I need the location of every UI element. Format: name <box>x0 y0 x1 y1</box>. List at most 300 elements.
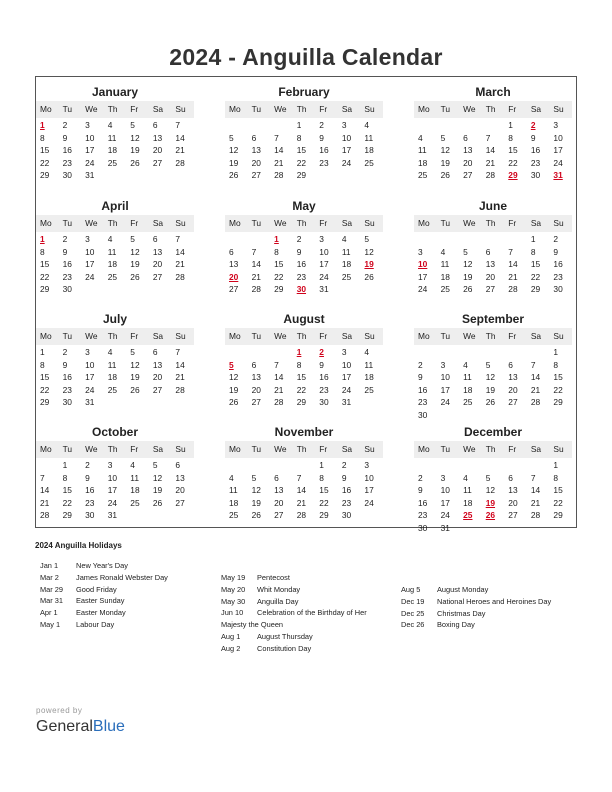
day-cell: 5 <box>130 120 135 130</box>
day-cell: 29 <box>40 170 50 180</box>
holidays-title: 2024 Anguilla Holidays <box>35 541 122 550</box>
day-cell: 24 <box>418 284 428 294</box>
day-cell: 4 <box>440 246 446 257</box>
day-cell: 21 <box>274 384 284 395</box>
holiday-date: May 1 <box>40 619 61 629</box>
day-cell: 12 <box>229 372 239 382</box>
weekday-label: Fr <box>319 444 328 454</box>
holiday-date: Jun 10 <box>221 608 244 618</box>
day-cell: 13 <box>229 259 239 269</box>
day-cell: 27 <box>274 510 284 520</box>
day-cell: 19 <box>440 157 450 168</box>
day-cell: 27 <box>229 284 239 294</box>
weekday-label: Th <box>296 444 307 454</box>
day-cell: 11 <box>107 359 117 370</box>
weekday-header <box>225 101 383 118</box>
day-cell: 22 <box>274 271 284 282</box>
weekday-label: Th <box>485 218 496 228</box>
day-cell: 8 <box>62 472 68 483</box>
month-december <box>414 423 572 534</box>
weekday-label: Mo <box>229 444 241 454</box>
empty-cell <box>504 346 527 359</box>
day-cell: 10 <box>319 246 329 257</box>
weekday-label: We <box>463 444 476 454</box>
day-cell: 31 <box>319 284 329 294</box>
weekday-label: Mo <box>418 218 430 228</box>
empty-cell <box>248 459 271 472</box>
empty-cell <box>459 119 482 132</box>
day-cell: 24 <box>341 157 352 168</box>
holiday-item <box>221 596 391 608</box>
day-cell: 8 <box>319 472 324 483</box>
weekday-label: Su <box>553 444 564 454</box>
day-cell: 14 <box>296 485 307 495</box>
day-cell: 13 <box>251 145 261 155</box>
weekday-label: Mo <box>40 331 52 341</box>
day-cell: 13 <box>251 372 261 382</box>
day-cell: 16 <box>553 259 563 269</box>
day-cell: 28 <box>175 384 185 395</box>
day-cell: 5 <box>130 347 135 357</box>
weekday-label: Th <box>107 331 118 341</box>
day-cell: 27 <box>152 384 163 395</box>
day-cell: 1 <box>508 120 513 130</box>
weekday-label: Su <box>175 444 186 454</box>
month-april <box>36 197 194 296</box>
day-cell: 21 <box>530 384 541 395</box>
weekday-label: Fr <box>130 444 139 454</box>
day-cell: 20 <box>463 157 473 168</box>
weekday-label: Sa <box>341 444 353 454</box>
holiday-date: May 20 <box>221 584 246 594</box>
day-cell: 26 <box>130 271 140 282</box>
day-cell: 5 <box>485 472 491 483</box>
weekday-label: Mo <box>418 331 430 341</box>
day-cell: 25 <box>130 497 140 508</box>
day-cell: 9 <box>553 246 559 257</box>
month-name: April <box>101 199 129 213</box>
holiday-name: James Ronald Webster Day <box>76 572 168 582</box>
day-cell: 13 <box>152 132 163 143</box>
weekday-header <box>36 101 194 118</box>
day-cell: 23 <box>418 397 428 407</box>
day-cell: 29 <box>508 170 518 180</box>
day-cell: 14 <box>508 259 518 269</box>
holiday-name: Christmas Day <box>437 608 486 618</box>
day-cell: 11 <box>463 485 472 495</box>
weekday-label: Su <box>364 444 375 454</box>
empty-cell <box>504 459 527 472</box>
day-cell: 10 <box>85 359 95 370</box>
day-cell: 5 <box>364 234 370 244</box>
empty-cell <box>437 119 460 132</box>
holiday-date: Dec 19 <box>401 596 425 606</box>
day-cell: 25 <box>107 384 118 395</box>
day-cell: 28 <box>175 157 185 168</box>
day-cell: 16 <box>319 372 329 382</box>
weekday-label: We <box>85 444 98 454</box>
weekday-label: Sa <box>152 218 164 228</box>
weekday-label: Su <box>175 104 186 114</box>
weekday-label: Fr <box>130 104 139 114</box>
day-cell: 19 <box>485 497 496 508</box>
day-cell: 3 <box>418 246 423 257</box>
day-cell: 17 <box>341 145 352 155</box>
day-cell: 20 <box>175 485 185 495</box>
empty-cell <box>459 459 482 472</box>
day-cell: 4 <box>229 472 234 483</box>
day-cell: 9 <box>85 472 90 483</box>
day-cell: 11 <box>341 246 351 257</box>
empty-cell <box>270 119 293 132</box>
day-cell: 1 <box>296 347 302 357</box>
weekday-label: Tu <box>251 444 262 454</box>
weekday-label: We <box>463 331 476 341</box>
weekday-label: Fr <box>319 331 328 341</box>
day-cell: 4 <box>463 472 468 483</box>
weekday-label: Su <box>175 331 186 341</box>
holiday-name: Celebration of the Birthday of Her <box>257 608 367 618</box>
day-cell: 4 <box>364 120 370 130</box>
empty-cell <box>36 459 59 472</box>
day-cell: 21 <box>175 145 185 155</box>
empty-cell <box>270 459 293 472</box>
holiday-item <box>401 596 576 608</box>
month-february <box>225 83 383 182</box>
month-october <box>36 423 194 522</box>
empty-cell <box>437 346 460 359</box>
day-cell: 13 <box>152 246 163 257</box>
day-cell: 19 <box>130 145 140 155</box>
empty-cell <box>225 459 248 472</box>
day-cell: 14 <box>274 372 284 382</box>
empty-cell <box>482 119 505 132</box>
day-cell: 12 <box>229 145 239 155</box>
day-cell: 19 <box>463 271 473 282</box>
weekday-label: Th <box>485 104 496 114</box>
weekday-label: Fr <box>130 218 139 228</box>
day-cell: 17 <box>440 384 450 395</box>
empty-cell <box>482 346 505 359</box>
day-cell: 17 <box>553 145 563 155</box>
day-cell: 20 <box>152 259 163 269</box>
weekday-label: Th <box>107 444 118 454</box>
day-grid <box>36 458 194 522</box>
day-cell: 24 <box>440 397 450 407</box>
day-grid <box>36 232 194 296</box>
weekday-label: Sa <box>530 331 542 341</box>
day-cell: 1 <box>40 347 45 357</box>
weekday-label: Fr <box>319 218 328 228</box>
day-cell: 8 <box>40 246 45 257</box>
weekday-label: We <box>463 218 476 228</box>
day-cell: 3 <box>364 460 370 470</box>
day-cell: 28 <box>251 284 261 294</box>
empty-cell <box>504 233 527 246</box>
day-cell: 18 <box>107 372 118 382</box>
day-cell: 7 <box>508 246 513 257</box>
day-cell: 28 <box>530 510 541 520</box>
day-cell: 16 <box>62 372 72 382</box>
holiday-date: Aug 1 <box>221 631 241 641</box>
weekday-label: Mo <box>418 104 430 114</box>
month-name: August <box>283 312 325 326</box>
day-cell: 1 <box>530 234 536 244</box>
weekday-label: Fr <box>508 104 517 114</box>
day-cell: 9 <box>319 132 324 143</box>
day-cell: 22 <box>296 384 307 395</box>
day-cell: 11 <box>364 132 374 143</box>
day-cell: 19 <box>364 259 374 269</box>
day-cell: 15 <box>40 372 50 382</box>
holiday-name: Constitution Day <box>257 643 312 653</box>
weekday-label: Tu <box>440 104 451 114</box>
day-cell: 29 <box>274 284 284 294</box>
day-cell: 27 <box>508 510 518 520</box>
day-cell: 12 <box>152 472 163 483</box>
holiday-date: Mar 31 <box>40 596 64 606</box>
weekday-label: We <box>274 444 287 454</box>
holiday-item <box>221 572 391 584</box>
day-cell: 5 <box>251 472 257 483</box>
month-may <box>225 197 383 296</box>
day-grid <box>36 345 194 409</box>
day-cell: 8 <box>553 359 559 370</box>
weekday-label: We <box>274 104 287 114</box>
day-cell: 9 <box>62 132 68 143</box>
holiday-item <box>40 572 210 584</box>
day-cell: 17 <box>85 145 95 155</box>
day-cell: 6 <box>152 234 158 244</box>
day-cell: 22 <box>296 157 307 168</box>
day-cell: 16 <box>62 259 72 269</box>
holiday-date: May 19 <box>221 573 246 582</box>
weekday-header <box>36 328 194 345</box>
holiday-date: May 30 <box>221 596 246 606</box>
empty-cell <box>414 233 437 246</box>
day-cell: 23 <box>341 497 352 508</box>
day-cell: 25 <box>463 397 473 407</box>
weekday-label: Su <box>364 104 375 114</box>
day-cell: 14 <box>485 145 496 155</box>
day-cell: 2 <box>319 120 324 130</box>
holiday-date: Jan 1 <box>40 561 59 570</box>
day-cell: 14 <box>251 259 261 269</box>
month-name: May <box>292 199 316 213</box>
day-cell: 28 <box>530 397 541 407</box>
day-cell: 15 <box>296 372 307 382</box>
day-grid <box>414 118 572 182</box>
weekday-label: We <box>463 104 476 114</box>
day-cell: 6 <box>274 472 279 483</box>
day-cell: 8 <box>508 132 513 143</box>
day-cell: 14 <box>175 359 185 370</box>
day-cell: 28 <box>40 510 50 520</box>
day-cell: 9 <box>319 359 324 370</box>
day-cell: 10 <box>440 372 450 382</box>
day-cell: 19 <box>130 259 140 269</box>
holiday-name: Anguilla Day <box>257 596 299 606</box>
weekday-label: Mo <box>418 444 430 454</box>
day-cell: 30 <box>319 397 329 407</box>
empty-cell <box>482 233 505 246</box>
weekday-label: Mo <box>40 104 52 114</box>
day-cell: 28 <box>508 284 518 294</box>
day-cell: 18 <box>341 259 352 269</box>
holiday-date: Aug 2 <box>221 643 241 653</box>
day-cell: 21 <box>274 157 284 168</box>
day-cell: 12 <box>485 372 496 382</box>
day-cell: 27 <box>508 397 518 407</box>
day-cell: 6 <box>175 460 181 470</box>
holiday-name-continued: Majesty the Queen <box>221 620 284 630</box>
holiday-name: Easter Monday <box>76 608 126 618</box>
empty-cell <box>437 459 460 472</box>
day-cell: 25 <box>418 170 428 180</box>
day-cell: 31 <box>341 397 352 407</box>
day-grid <box>225 232 383 296</box>
holiday-name: National Heroes and Heroines Day <box>437 596 552 606</box>
day-cell: 5 <box>485 359 491 370</box>
day-cell: 5 <box>229 359 234 370</box>
holiday-name: Pentecost <box>257 573 290 582</box>
day-cell: 1 <box>40 234 45 244</box>
day-cell: 28 <box>274 170 284 180</box>
empty-cell <box>414 459 437 472</box>
day-cell: 26 <box>364 271 374 282</box>
day-cell: 6 <box>508 359 513 370</box>
day-cell: 18 <box>364 145 374 155</box>
empty-cell <box>225 119 248 132</box>
day-cell: 18 <box>364 372 374 382</box>
day-cell: 5 <box>440 132 446 143</box>
day-cell: 16 <box>296 259 307 269</box>
generalblue-logo[interactable] <box>36 718 125 736</box>
weekday-label: Sa <box>341 218 353 228</box>
day-cell: 8 <box>40 359 45 370</box>
weekday-label: We <box>274 218 287 228</box>
day-cell: 22 <box>40 271 50 282</box>
day-cell: 27 <box>485 284 496 294</box>
day-cell: 19 <box>229 157 239 168</box>
weekday-label: Tu <box>62 331 73 341</box>
weekday-header <box>414 328 572 345</box>
day-cell: 10 <box>440 485 450 495</box>
day-cell: 12 <box>463 259 473 269</box>
brand-general: General <box>36 718 93 735</box>
day-cell: 20 <box>251 384 261 395</box>
month-name: November <box>274 425 334 439</box>
day-cell: 7 <box>274 359 279 370</box>
day-cell: 24 <box>553 157 563 168</box>
day-cell: 4 <box>418 132 423 143</box>
day-cell: 3 <box>341 347 347 357</box>
day-cell: 22 <box>530 271 541 282</box>
holidays-column <box>40 560 210 631</box>
weekday-header <box>414 101 572 118</box>
day-cell: 18 <box>440 271 450 282</box>
day-cell: 29 <box>296 397 307 407</box>
day-cell: 17 <box>418 271 428 282</box>
day-cell: 25 <box>341 271 352 282</box>
day-cell: 6 <box>508 472 513 483</box>
day-cell: 9 <box>341 472 347 483</box>
day-cell: 20 <box>508 497 518 508</box>
holiday-item <box>401 584 576 596</box>
day-cell: 22 <box>508 157 518 168</box>
month-august <box>225 310 383 409</box>
day-cell: 16 <box>62 145 72 155</box>
day-cell: 5 <box>152 460 158 470</box>
day-cell: 15 <box>530 259 541 269</box>
weekday-label: Sa <box>152 331 164 341</box>
page-title: 2024 - Anguilla Calendar <box>169 44 443 70</box>
day-cell: 29 <box>553 397 563 407</box>
month-name: June <box>478 199 507 213</box>
month-march <box>414 83 572 182</box>
day-cell: 13 <box>508 485 518 495</box>
month-name: January <box>91 85 139 99</box>
day-cell: 15 <box>40 145 50 155</box>
day-cell: 23 <box>530 157 541 168</box>
day-cell: 30 <box>62 284 72 294</box>
day-cell: 15 <box>553 372 563 382</box>
month-june <box>414 197 572 296</box>
weekday-label: Tu <box>440 331 451 341</box>
holiday-item <box>221 607 391 619</box>
day-cell: 10 <box>553 132 563 143</box>
weekday-label: Sa <box>152 444 164 454</box>
day-cell: 11 <box>463 372 472 382</box>
weekday-label: Sa <box>530 444 542 454</box>
day-cell: 21 <box>485 157 496 168</box>
day-cell: 31 <box>85 397 95 407</box>
day-cell: 3 <box>440 472 446 483</box>
day-cell: 25 <box>463 510 473 520</box>
day-cell: 25 <box>364 384 374 395</box>
day-cell: 21 <box>251 271 261 282</box>
day-cell: 20 <box>229 271 239 282</box>
day-cell: 19 <box>152 485 163 495</box>
day-cell: 21 <box>530 497 541 508</box>
day-cell: 26 <box>485 397 496 407</box>
weekday-label: Sa <box>341 104 353 114</box>
holiday-item <box>40 560 210 572</box>
day-cell: 5 <box>229 132 234 143</box>
holiday-item <box>401 608 576 620</box>
day-cell: 11 <box>229 485 238 495</box>
day-cell: 25 <box>107 271 118 282</box>
weekday-header <box>36 215 194 232</box>
day-cell: 4 <box>130 460 135 470</box>
holiday-name: Labour Day <box>76 619 115 629</box>
weekday-label: Su <box>364 218 375 228</box>
day-cell: 4 <box>107 120 113 130</box>
day-cell: 24 <box>85 157 95 168</box>
day-cell: 16 <box>85 485 95 495</box>
day-cell: 31 <box>440 522 450 533</box>
day-cell: 29 <box>40 397 50 407</box>
empty-cell <box>459 233 482 246</box>
day-cell: 17 <box>341 372 352 382</box>
day-cell: 1 <box>296 120 302 130</box>
day-grid <box>414 232 572 296</box>
day-cell: 27 <box>175 497 185 508</box>
day-cell: 7 <box>40 472 45 483</box>
day-cell: 30 <box>418 522 428 533</box>
weekday-label: Fr <box>319 104 328 114</box>
weekday-label: Fr <box>508 331 517 341</box>
